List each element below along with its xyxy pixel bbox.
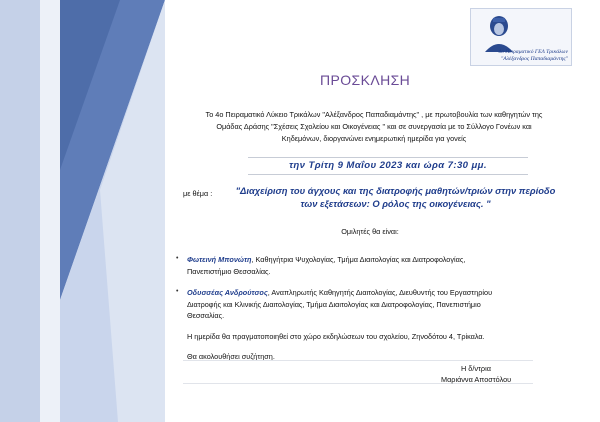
venue-text: Η ημερίδα θα πραγματοποιηθεί στο χώρο εκδηλώσεων του σχολείου, Ζηνοδότου 4, Τρίκαλα.	[187, 332, 485, 341]
speaker-name: Φωτεινή Μπονώτη	[187, 255, 252, 264]
speaker-description: Διατροφής και Κλινικής Διαιτολογίας, Τμήμα Διαιτολογίας και Διατροφολογίας, Πανεπιστήμιο	[187, 299, 481, 309]
decorative-side-band	[0, 0, 170, 422]
intro-line-3: Κηδεμόνων, διοργανώνει ενημερωτική ημερίδα για γονείς	[281, 134, 467, 143]
theme-line-1: "Διαχείριση του άγχους και της διατροφής μαθητών/τριών στην περίοδο	[235, 185, 556, 196]
portrait-icon	[479, 12, 519, 52]
speaker-description: , Καθηγήτρια Ψυχολογίας, Τμήμα Διαιτολογίας και Διατροφολογίας,	[251, 255, 466, 264]
speaker-description: Πανεπιστήμιο Θεσσαλίας.	[187, 266, 271, 276]
intro-line-1: Το 4ο Πειραματικό Λύκειο Τρικάλων "Αλέξανδρος Παπαδιαμάντης" , με πρωτοβουλία των καθηγητών της	[205, 110, 543, 119]
signature-role: Η δ/ντρια	[461, 364, 491, 373]
theme-label: με θέμα :	[183, 189, 213, 198]
bullet: •	[176, 255, 179, 262]
logo-school-name: 4ο Πειραματικό ΓΕΛ Τρικάλων	[498, 49, 568, 55]
speakers-heading: Ομιλητές θα είναι:	[341, 227, 399, 236]
logo-school-subtitle: "Αλέξανδρος Παπαδιαμάντης"	[500, 56, 568, 62]
intro-line-2: Ομάδας Δράσης "Σχέσεις Σχολείου και Οικογένειας " και σε συνεργασία με το Σύλλογο Γονέων και	[216, 122, 532, 131]
event-date: την Τρίτη 9 Μαΐου 2023 και ώρα 7:30 μμ.	[248, 157, 528, 175]
signature-name: Μαριάννα Αποστόλου	[441, 375, 512, 384]
speaker-item	[187, 287, 582, 322]
page-title: ΠΡΟΣΚΛΗΣΗ	[320, 72, 411, 88]
bullet: •	[176, 288, 179, 295]
speaker-name: Οδυσσέας Ανδρούτσος	[187, 288, 268, 297]
discussion-text: Θα ακολουθήσει συζήτηση.	[187, 352, 275, 361]
school-logo	[470, 8, 572, 66]
event-theme	[218, 184, 573, 210]
speaker-item	[187, 254, 577, 277]
theme-line-2: των εξετάσεων: Ο ρόλος της οικογένειας. "	[300, 198, 491, 209]
speaker-description: , Αναπληρωτής Καθηγητής Διαιτολογίας, Διευθυντής του Εργαστηρίου	[267, 288, 493, 297]
speaker-description: Θεσσαλίας.	[187, 311, 225, 320]
